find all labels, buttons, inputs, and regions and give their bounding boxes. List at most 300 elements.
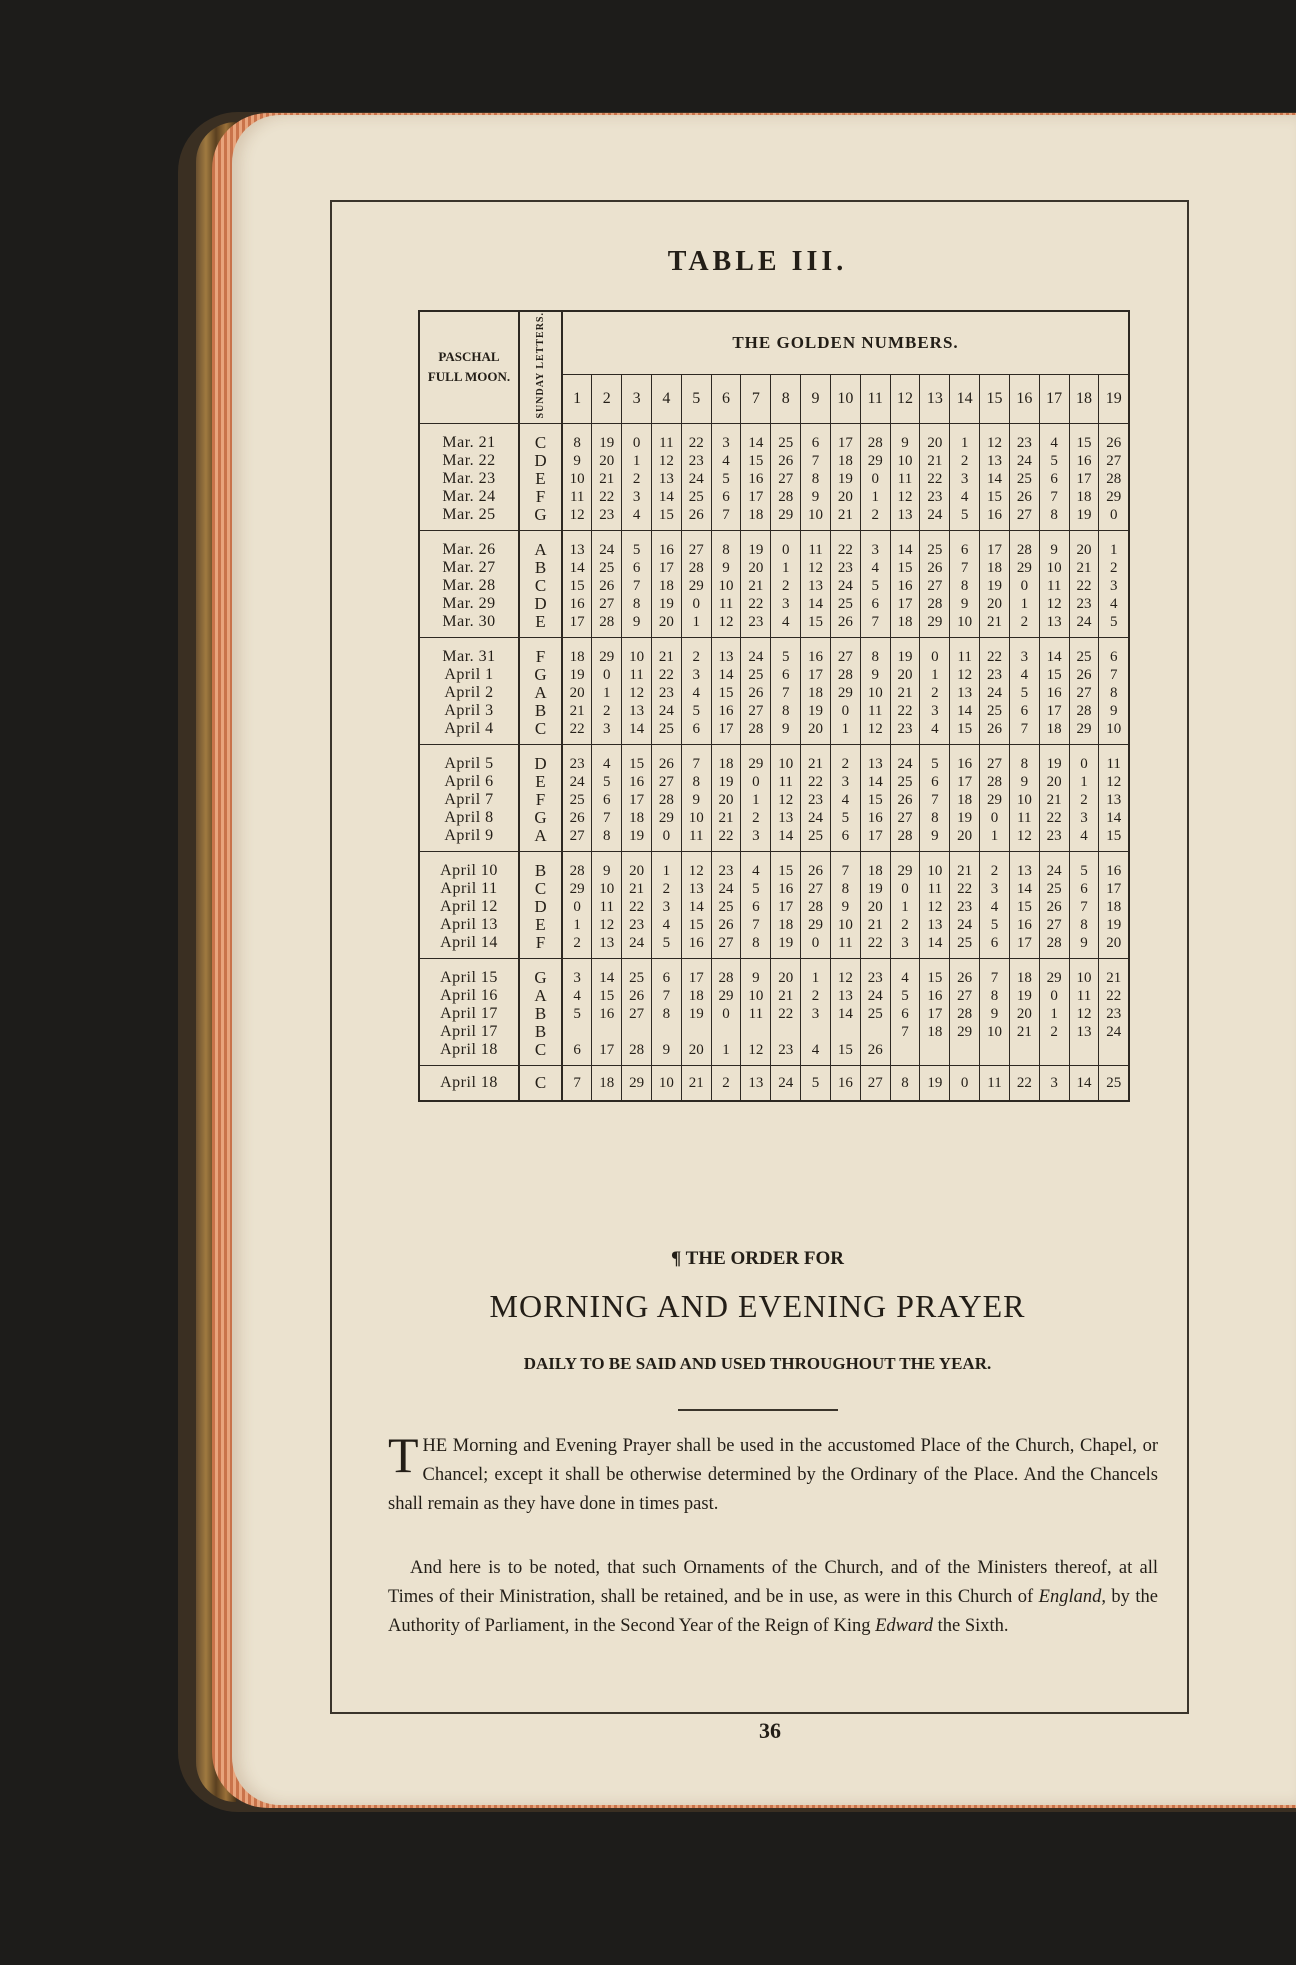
table-cell: 14 xyxy=(771,827,801,852)
golden-number-header: 12 xyxy=(890,374,920,423)
sunday-letter: A xyxy=(519,987,562,1005)
table-cell: 24 xyxy=(1039,851,1069,880)
table-cell: 29 xyxy=(681,577,711,595)
paschal-date: Mar. 26 xyxy=(419,530,519,559)
golden-number-header: 9 xyxy=(801,374,831,423)
table-cell: 25 xyxy=(562,791,592,809)
table-row xyxy=(419,880,1129,898)
table-cell: 1 xyxy=(651,851,681,880)
table-cell: 29 xyxy=(1009,559,1039,577)
table-cell: 19 xyxy=(562,666,592,684)
table-cell: 0 xyxy=(1039,987,1069,1005)
table-cell: 25 xyxy=(771,423,801,452)
golden-number-header: 17 xyxy=(1039,374,1069,423)
table-cell: 17 xyxy=(771,898,801,916)
table-cell: 27 xyxy=(860,1065,890,1101)
table-row xyxy=(419,1023,1129,1041)
table-cell: 5 xyxy=(562,1005,592,1023)
table-cell xyxy=(771,1023,801,1041)
table-cell: 23 xyxy=(801,791,831,809)
table-cell: 25 xyxy=(651,720,681,745)
table-cell: 17 xyxy=(622,791,652,809)
table-cell: 10 xyxy=(920,851,950,880)
paschal-date: April 9 xyxy=(419,827,519,852)
table-cell: 2 xyxy=(860,506,890,531)
table-cell: 2 xyxy=(980,851,1010,880)
table-cell: 9 xyxy=(920,827,950,852)
table-cell: 2 xyxy=(711,1065,741,1101)
table-cell: 13 xyxy=(860,744,890,773)
table-cell: 18 xyxy=(950,791,980,809)
table-cell: 13 xyxy=(1039,613,1069,638)
table-row xyxy=(419,506,1129,531)
table-cell: 25 xyxy=(1099,1065,1129,1101)
table-cell: 27 xyxy=(830,637,860,666)
table-row xyxy=(419,452,1129,470)
table-cell: 26 xyxy=(980,720,1010,745)
table-title: TABLE III. xyxy=(667,246,848,277)
table-cell: 5 xyxy=(771,637,801,666)
table-cell: 28 xyxy=(771,488,801,506)
sunday-letter: G xyxy=(519,809,562,827)
table-cell: 22 xyxy=(1099,987,1129,1005)
paschal-date: April 15 xyxy=(419,958,519,987)
paschal-date: April 7 xyxy=(419,791,519,809)
table-cell: 9 xyxy=(592,851,622,880)
table-cell: 0 xyxy=(801,934,831,959)
table-cell xyxy=(741,1023,771,1041)
table-cell: 27 xyxy=(890,809,920,827)
table-cell: 29 xyxy=(1039,958,1069,987)
table-cell xyxy=(920,1041,950,1066)
table-cell: 26 xyxy=(592,577,622,595)
table-cell: 23 xyxy=(860,958,890,987)
table-cell: 1 xyxy=(860,488,890,506)
table-cell: 24 xyxy=(1069,613,1099,638)
order-for-text: THE ORDER FOR xyxy=(685,1248,845,1269)
table-cell: 1 xyxy=(711,1041,741,1066)
table-cell: 8 xyxy=(830,880,860,898)
table-row xyxy=(419,637,1129,666)
table-cell: 27 xyxy=(1009,506,1039,531)
table-cell: 24 xyxy=(622,934,652,959)
table-cell: 18 xyxy=(860,851,890,880)
table-cell: 20 xyxy=(801,720,831,745)
table-cell: 3 xyxy=(771,595,801,613)
table-cell: 17 xyxy=(1009,934,1039,959)
table-cell: 7 xyxy=(801,452,831,470)
table-cell: 3 xyxy=(950,470,980,488)
sunday-letter: C xyxy=(519,577,562,595)
table-cell: 16 xyxy=(562,595,592,613)
table-cell: 18 xyxy=(651,577,681,595)
table-cell: 13 xyxy=(1099,791,1129,809)
table-cell: 27 xyxy=(1099,452,1129,470)
paschal-date: April 5 xyxy=(419,744,519,773)
table-cell: 8 xyxy=(920,809,950,827)
table-cell: 12 xyxy=(950,666,980,684)
table-cell: 8 xyxy=(1009,744,1039,773)
sunday-letter: D xyxy=(519,595,562,613)
table-cell: 17 xyxy=(1039,702,1069,720)
table-cell: 22 xyxy=(950,880,980,898)
table-cell: 26 xyxy=(1069,666,1099,684)
table-cell: 28 xyxy=(651,791,681,809)
table-cell: 19 xyxy=(801,702,831,720)
table-cell: 27 xyxy=(592,595,622,613)
table-cell: 4 xyxy=(711,452,741,470)
table-cell: 17 xyxy=(950,773,980,791)
table-cell: 3 xyxy=(920,702,950,720)
table-cell: 12 xyxy=(801,559,831,577)
table-cell: 15 xyxy=(622,744,652,773)
table-cell xyxy=(830,1023,860,1041)
paschal-date: April 3 xyxy=(419,702,519,720)
golden-number-header: 8 xyxy=(771,374,801,423)
table-cell: 17 xyxy=(801,666,831,684)
table-cell: 19 xyxy=(950,809,980,827)
sunday-letter: A xyxy=(519,530,562,559)
table-cell: 6 xyxy=(860,595,890,613)
table-cell: 20 xyxy=(622,851,652,880)
paschal-date: Mar. 24 xyxy=(419,488,519,506)
table-cell: 12 xyxy=(1009,827,1039,852)
table-cell: 4 xyxy=(771,613,801,638)
table-cell: 19 xyxy=(1009,987,1039,1005)
table-cell: 10 xyxy=(860,684,890,702)
table-cell: 15 xyxy=(860,791,890,809)
table-cell: 16 xyxy=(622,773,652,791)
table-cell: 2 xyxy=(1069,791,1099,809)
table-cell xyxy=(1009,1041,1039,1066)
table-cell: 18 xyxy=(1069,488,1099,506)
table-cell: 25 xyxy=(1069,637,1099,666)
table-cell: 12 xyxy=(1099,773,1129,791)
table-cell: 27 xyxy=(741,702,771,720)
table-cell: 16 xyxy=(651,530,681,559)
table-cell: 17 xyxy=(920,1005,950,1023)
table-cell: 13 xyxy=(830,987,860,1005)
table-cell: 15 xyxy=(920,958,950,987)
table-cell: 22 xyxy=(622,898,652,916)
table-cell: 8 xyxy=(562,423,592,452)
sunday-letter: C xyxy=(519,423,562,452)
table-cell: 11 xyxy=(1009,809,1039,827)
table-cell: 4 xyxy=(562,987,592,1005)
table-cell: 19 xyxy=(681,1005,711,1023)
table-cell: 5 xyxy=(741,880,771,898)
table-cell: 1 xyxy=(562,916,592,934)
paschal-date: April 18 xyxy=(419,1065,519,1101)
table-cell: 27 xyxy=(562,827,592,852)
table-cell: 4 xyxy=(651,916,681,934)
table-cell: 14 xyxy=(1099,809,1129,827)
table-cell: 29 xyxy=(1069,720,1099,745)
table-cell: 13 xyxy=(1009,851,1039,880)
table-cell: 27 xyxy=(681,530,711,559)
table-cell: 4 xyxy=(622,506,652,531)
sunday-letter: E xyxy=(519,470,562,488)
table-cell: 12 xyxy=(1069,1005,1099,1023)
table-cell: 16 xyxy=(711,702,741,720)
table-cell: 10 xyxy=(681,809,711,827)
table-cell: 26 xyxy=(711,916,741,934)
table-cell: 18 xyxy=(980,559,1010,577)
table-cell: 20 xyxy=(830,488,860,506)
paragraph-2-italic-england: England xyxy=(1038,1587,1102,1607)
table-cell: 18 xyxy=(920,1023,950,1041)
table-cell: 9 xyxy=(1099,702,1129,720)
table-cell: 0 xyxy=(950,1065,980,1101)
table-cell: 14 xyxy=(651,488,681,506)
table-cell: 7 xyxy=(1009,720,1039,745)
table-cell: 0 xyxy=(681,595,711,613)
table-row xyxy=(419,666,1129,684)
table-cell: 4 xyxy=(890,958,920,987)
golden-number-header: 13 xyxy=(920,374,950,423)
golden-number-header: 16 xyxy=(1009,374,1039,423)
table-cell: 7 xyxy=(771,684,801,702)
table-cell: 14 xyxy=(711,666,741,684)
table-cell: 28 xyxy=(890,827,920,852)
table-cell: 6 xyxy=(1009,702,1039,720)
paschal-date: Mar. 29 xyxy=(419,595,519,613)
table-cell: 7 xyxy=(681,744,711,773)
table-cell: 0 xyxy=(980,809,1010,827)
table-cell: 2 xyxy=(651,880,681,898)
table-cell: 29 xyxy=(562,880,592,898)
golden-numbers-header: THE GOLDEN NUMBERS. xyxy=(562,311,1129,374)
table-cell: 6 xyxy=(711,488,741,506)
table-cell: 4 xyxy=(801,1041,831,1066)
table-cell: 29 xyxy=(771,506,801,531)
table-cell: 25 xyxy=(681,488,711,506)
order-for-label xyxy=(330,1248,1185,1270)
sunday-letters-label: SUNDAY LETTERS. xyxy=(534,312,546,419)
table-cell: 7 xyxy=(592,809,622,827)
table-cell: 3 xyxy=(562,958,592,987)
table-cell: 3 xyxy=(890,934,920,959)
table-cell: 26 xyxy=(681,506,711,531)
golden-number-header: 2 xyxy=(592,374,622,423)
table-cell: 10 xyxy=(1009,791,1039,809)
table-row xyxy=(419,470,1129,488)
table-cell xyxy=(950,1041,980,1066)
table-cell: 16 xyxy=(741,470,771,488)
table-cell: 21 xyxy=(890,684,920,702)
table-cell: 24 xyxy=(771,1065,801,1101)
table-cell: 21 xyxy=(741,577,771,595)
table-cell: 4 xyxy=(681,684,711,702)
table-cell: 12 xyxy=(860,720,890,745)
table-cell: 24 xyxy=(562,773,592,791)
golden-numbers-table xyxy=(418,310,1130,1102)
table-cell: 20 xyxy=(920,423,950,452)
table-cell: 18 xyxy=(1099,898,1129,916)
table-cell: 9 xyxy=(711,559,741,577)
table-cell: 22 xyxy=(562,720,592,745)
table-cell: 28 xyxy=(622,1041,652,1066)
table-cell: 24 xyxy=(1009,452,1039,470)
table-cell: 24 xyxy=(592,530,622,559)
table-cell: 2 xyxy=(1039,1023,1069,1041)
table-cell: 28 xyxy=(741,720,771,745)
table-cell: 9 xyxy=(1009,773,1039,791)
table-cell: 1 xyxy=(980,827,1010,852)
table-cell: 29 xyxy=(920,613,950,638)
table-cell: 8 xyxy=(980,987,1010,1005)
table-cell: 20 xyxy=(592,452,622,470)
table-cell: 20 xyxy=(950,827,980,852)
table-cell: 17 xyxy=(651,559,681,577)
table-cell: 4 xyxy=(592,744,622,773)
table-row xyxy=(419,488,1129,506)
golden-number-header: 10 xyxy=(830,374,860,423)
table-cell: 12 xyxy=(830,958,860,987)
table-cell: 2 xyxy=(1099,559,1129,577)
table-cell: 11 xyxy=(890,470,920,488)
table-cell: 22 xyxy=(711,827,741,852)
golden-number-header: 7 xyxy=(741,374,771,423)
table-cell: 4 xyxy=(980,898,1010,916)
sub-heading: DAILY TO BE SAID AND USED THROUGHOUT THE YEAR. xyxy=(523,1354,992,1373)
table-cell: 2 xyxy=(890,916,920,934)
table-cell: 22 xyxy=(980,637,1010,666)
table-cell: 14 xyxy=(741,423,771,452)
sunday-letter: B xyxy=(519,851,562,880)
table-cell: 17 xyxy=(681,958,711,987)
table-cell: 15 xyxy=(1069,423,1099,452)
drop-cap: T xyxy=(388,1427,419,1483)
table-cell: 21 xyxy=(711,809,741,827)
table-cell: 8 xyxy=(801,470,831,488)
golden-number-header: 19 xyxy=(1099,374,1129,423)
table-row xyxy=(419,791,1129,809)
table-cell: 5 xyxy=(622,530,652,559)
table-cell xyxy=(622,1023,652,1041)
pilcrow-mark: ¶ xyxy=(670,1248,682,1269)
table-cell: 3 xyxy=(801,1005,831,1023)
table-cell: 29 xyxy=(980,791,1010,809)
table-cell: 12 xyxy=(890,488,920,506)
table-cell: 12 xyxy=(592,916,622,934)
table-cell: 3 xyxy=(860,530,890,559)
table-cell: 15 xyxy=(830,1041,860,1066)
table-cell: 15 xyxy=(1009,898,1039,916)
table-cell: 21 xyxy=(771,987,801,1005)
table-cell: 13 xyxy=(711,637,741,666)
table-row xyxy=(419,595,1129,613)
table-cell: 10 xyxy=(1069,958,1099,987)
paragraph-1-text: HE Morning and Evening Prayer shall be used in the accustomed Place of the Church, Chapel, or Chancel; except it shall be otherwise determined by the Ordinary of the Place. And the Chancels shall remain as they have done in times past. xyxy=(388,1436,1158,1514)
table-cell: 14 xyxy=(622,720,652,745)
table-row xyxy=(419,958,1129,987)
table-row xyxy=(419,702,1129,720)
table-cell: 7 xyxy=(741,916,771,934)
table-cell: 29 xyxy=(651,809,681,827)
table-cell: 23 xyxy=(771,1041,801,1066)
table-cell: 2 xyxy=(920,684,950,702)
table-cell: 22 xyxy=(1039,809,1069,827)
table-cell: 0 xyxy=(1009,577,1039,595)
table-cell: 9 xyxy=(651,1041,681,1066)
table-cell: 28 xyxy=(920,595,950,613)
table-cell: 9 xyxy=(1069,934,1099,959)
table-cell: 10 xyxy=(980,1023,1010,1041)
sunday-letter: F xyxy=(519,791,562,809)
table-cell: 9 xyxy=(622,613,652,638)
table-cell: 2 xyxy=(592,702,622,720)
table-row xyxy=(419,809,1129,827)
table-cell: 18 xyxy=(1009,958,1039,987)
paragraph-2-text-b: , by the Authority of Parliament, in the Second Year of the Reign of King xyxy=(388,1587,1158,1636)
table-cell: 14 xyxy=(920,934,950,959)
table-cell: 6 xyxy=(890,1005,920,1023)
table-cell: 5 xyxy=(1039,452,1069,470)
table-cell: 28 xyxy=(1069,702,1099,720)
paschal-full-moon-header: PASCHAL FULL MOON. xyxy=(419,311,519,423)
paschal-date: Mar. 21 xyxy=(419,423,519,452)
table-cell: 5 xyxy=(980,916,1010,934)
table-cell: 26 xyxy=(1099,423,1129,452)
table-row xyxy=(419,720,1129,745)
table-row xyxy=(419,1065,1129,1101)
table-cell: 22 xyxy=(860,934,890,959)
table-cell: 5 xyxy=(1009,684,1039,702)
table-cell: 16 xyxy=(771,880,801,898)
table-cell: 13 xyxy=(920,916,950,934)
table-cell: 13 xyxy=(592,934,622,959)
table-cell: 15 xyxy=(890,559,920,577)
table-cell: 11 xyxy=(1039,577,1069,595)
paschal-date: Mar. 30 xyxy=(419,613,519,638)
table-cell: 17 xyxy=(741,488,771,506)
table-cell: 20 xyxy=(562,684,592,702)
table-cell: 11 xyxy=(950,637,980,666)
table-cell: 23 xyxy=(711,851,741,880)
table-cell: 24 xyxy=(860,987,890,1005)
table-cell: 9 xyxy=(950,595,980,613)
table-cell: 0 xyxy=(920,637,950,666)
table-cell: 0 xyxy=(771,530,801,559)
table-cell: 10 xyxy=(771,744,801,773)
table-cell: 9 xyxy=(1039,530,1069,559)
table-cell: 19 xyxy=(711,773,741,791)
table-row xyxy=(419,684,1129,702)
paragraph-2-text-c: the Sixth. xyxy=(933,1616,1009,1636)
table-cell: 0 xyxy=(651,827,681,852)
table-cell: 3 xyxy=(830,773,860,791)
table-cell xyxy=(1039,1041,1069,1066)
table-cell: 27 xyxy=(950,987,980,1005)
table-cell: 26 xyxy=(890,791,920,809)
table-cell: 28 xyxy=(592,613,622,638)
table-row xyxy=(419,898,1129,916)
table-cell: 16 xyxy=(980,506,1010,531)
table-cell: 19 xyxy=(860,880,890,898)
table-cell: 22 xyxy=(592,488,622,506)
table-cell: 7 xyxy=(950,559,980,577)
sunday-letter: D xyxy=(519,898,562,916)
table-cell: 23 xyxy=(592,506,622,531)
golden-number-header: 11 xyxy=(860,374,890,423)
table-cell: 17 xyxy=(860,827,890,852)
table-cell: 4 xyxy=(1009,666,1039,684)
table-cell: 10 xyxy=(592,880,622,898)
table-cell: 16 xyxy=(950,744,980,773)
table-cell: 6 xyxy=(622,559,652,577)
table-cell: 6 xyxy=(741,898,771,916)
